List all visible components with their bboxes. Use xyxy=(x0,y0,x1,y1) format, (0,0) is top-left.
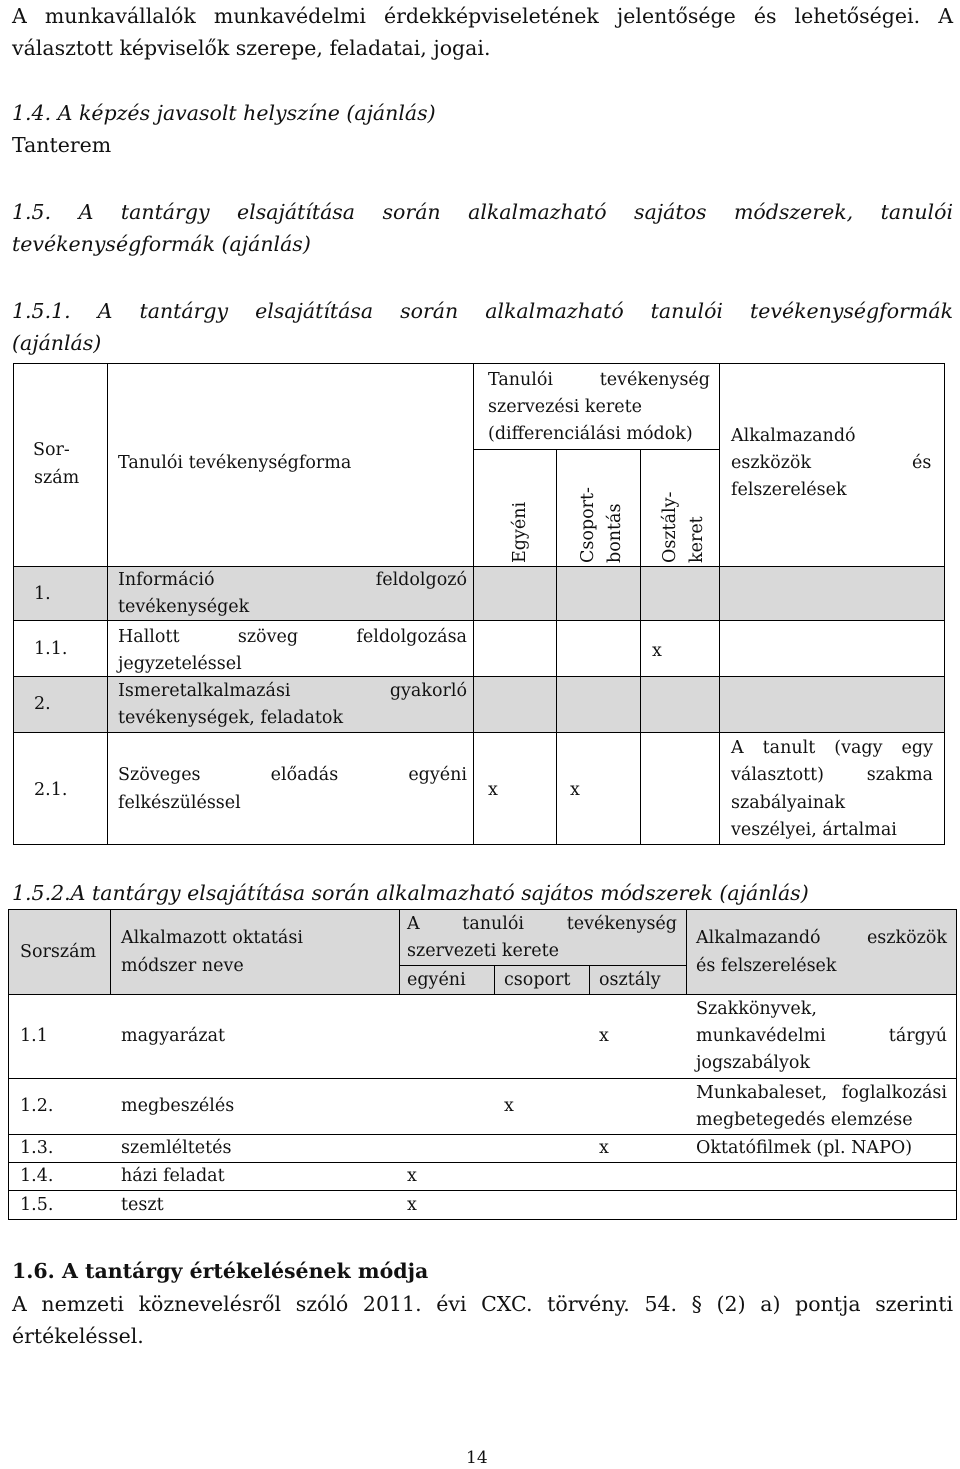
t1-header-sorszam-2: szám xyxy=(34,468,80,488)
t1-row-form-line2: tevékenységek, feladatok xyxy=(118,708,344,728)
t2-row-eszkozok-line2: megbetegedés elemzése xyxy=(696,1110,913,1130)
t1-header-keret-2: szervezési kerete xyxy=(488,397,642,417)
intro-line-2: választott képviselők szerepe, feladatai, jogai. xyxy=(12,36,491,60)
t1-row-csoport-mark: x xyxy=(570,780,580,800)
t2-row-egyeni-mark: x xyxy=(407,1195,417,1215)
t2-row-eszkozok: Oktatófilmek (pl. NAPO) xyxy=(696,1138,913,1158)
t1-header-osztaly: Osztály- xyxy=(660,491,680,563)
t1-row-form-line1: Ismeretalkalmazási gyakorló xyxy=(118,681,467,701)
t1-header-eszkozok-2b: és xyxy=(912,453,932,473)
t2-row-method: teszt xyxy=(121,1195,164,1215)
t1-header-keret: Tanulói tevékenység xyxy=(488,370,710,390)
t2-header-keret: A tanulói tevékenység xyxy=(407,914,677,934)
page-number: 14 xyxy=(466,1448,488,1468)
t1-row-egyeni-mark: x xyxy=(488,780,498,800)
t2-row-eszkozok-line2: munkavédelmi tárgyú xyxy=(696,1026,947,1046)
t1-row-form-line2: jegyzeteléssel xyxy=(118,654,242,674)
section-1-5-1-heading: 1.5.1. A tantárgy elsajátítása során alkalmazható tanulói tevékenységformák xyxy=(12,299,953,323)
t1-header-csoport-2: bontás xyxy=(605,503,625,563)
t1-row-form-line1: Hallott szöveg feldolgozása xyxy=(118,627,467,647)
section-1-5-heading-cont: tevékenységformák (ajánlás) xyxy=(12,232,311,256)
section-1-5-1-heading-cont: (ajánlás) xyxy=(12,331,102,355)
section-1-4-value: Tanterem xyxy=(12,133,112,157)
t1-row-num: 1.1. xyxy=(34,639,68,659)
t1-header-osztaly-2: keret xyxy=(687,516,707,563)
t1-header-eszkozok-3: felszerelések xyxy=(731,480,847,500)
t2-row-egyeni-mark: x xyxy=(407,1166,417,1186)
t1-row-form-line2: felkészüléssel xyxy=(118,793,241,813)
t2-header-egyeni: egyéni xyxy=(407,970,466,990)
t1-header-eszkozok: Alkalmazandó xyxy=(731,426,856,446)
t2-header-sorszam: Sorszám xyxy=(20,942,97,962)
intro-line-1: A munkavállalók munkavédelmi érdekképviseletének jelentősége és lehetőségei. A xyxy=(12,4,953,28)
t1-header-forma: Tanulói tevékenységforma xyxy=(118,453,352,473)
t1-row-eszkozok-line1: A tanult (vagy egy xyxy=(731,738,933,758)
t1-row-eszkozok-line2: választott) szakma xyxy=(731,765,933,785)
section-1-5-heading: 1.5. A tantárgy elsajátítása során alkalmazható sajátos módszerek, tanulói xyxy=(12,200,953,224)
t2-row-method: megbeszélés xyxy=(121,1096,235,1116)
t2-row-eszkozok-line1: Munkabaleset, foglalkozási xyxy=(696,1083,947,1103)
t2-header-keret-2: szervezeti kerete xyxy=(407,941,560,961)
t2-header-osztaly: osztály xyxy=(599,970,661,990)
t1-header-egyeni: Egyéni xyxy=(510,501,530,563)
section-1-6-text-cont: értékeléssel. xyxy=(12,1324,144,1348)
t1-row-num: 1. xyxy=(34,584,51,604)
t2-row-eszkozok-line3: jogszabályok xyxy=(696,1053,811,1073)
t1-header-sorszam: Sor- xyxy=(33,440,70,460)
t1-row-form-line1: Szöveges előadás egyéni xyxy=(118,765,467,785)
t1-row-osztaly-mark: x xyxy=(652,641,662,661)
t2-row-num: 1.4. xyxy=(20,1166,54,1186)
t2-row-osztaly-mark: x xyxy=(599,1026,609,1046)
t2-row-method: magyarázat xyxy=(121,1026,226,1046)
t2-row-num: 1.1 xyxy=(20,1026,48,1046)
t2-row-osztaly-mark: x xyxy=(599,1138,609,1158)
t1-row-num: 2. xyxy=(34,694,51,714)
t2-row-num: 1.5. xyxy=(20,1195,54,1215)
t2-row-method: házi feladat xyxy=(121,1166,225,1186)
t2-header-modszer-2: módszer neve xyxy=(121,956,244,976)
section-1-6-text: A nemzeti köznevelésről szóló 2011. évi CXC. törvény. 54. § (2) a) pontja szerinti xyxy=(12,1292,953,1316)
t1-row-eszkozok-line3: szabályainak xyxy=(731,793,846,813)
t2-header-eszkozok: Alkalmazandó eszközök xyxy=(696,928,947,948)
t1-row-form-line1: Információ feldolgozó xyxy=(118,570,467,590)
section-1-6-heading: 1.6. A tantárgy értékelésének módja xyxy=(12,1259,429,1283)
t1-header-eszkozok-2a: eszközök xyxy=(731,453,812,473)
t2-row-eszkozok-line1: Szakkönyvek, xyxy=(696,999,817,1019)
t1-row-form-line2: tevékenységek xyxy=(118,597,250,617)
t1-row-num: 2.1. xyxy=(34,780,68,800)
t2-row-num: 1.3. xyxy=(20,1138,54,1158)
t1-header-keret-3: (differenciálási módok) xyxy=(488,424,693,444)
t2-header-csoport: csoport xyxy=(504,970,571,990)
section-1-4-heading: 1.4. A képzés javasolt helyszíne (ajánlás) xyxy=(12,101,436,125)
t1-row-eszkozok-line4: veszélyei, ártalmai xyxy=(731,820,897,840)
section-1-5-2-heading: 1.5.2.A tantárgy elsajátítása során alkalmazható sajátos módszerek (ajánlás) xyxy=(12,881,809,905)
t2-header-modszer: Alkalmazott oktatási xyxy=(121,928,303,948)
t1-header-csoport: Csoport- xyxy=(578,487,598,563)
t2-header-eszkozok-2: és felszerelések xyxy=(696,956,837,976)
t2-row-method: szemléltetés xyxy=(121,1138,232,1158)
t2-row-num: 1.2. xyxy=(20,1096,54,1116)
t2-row-csoport-mark: x xyxy=(504,1096,514,1116)
